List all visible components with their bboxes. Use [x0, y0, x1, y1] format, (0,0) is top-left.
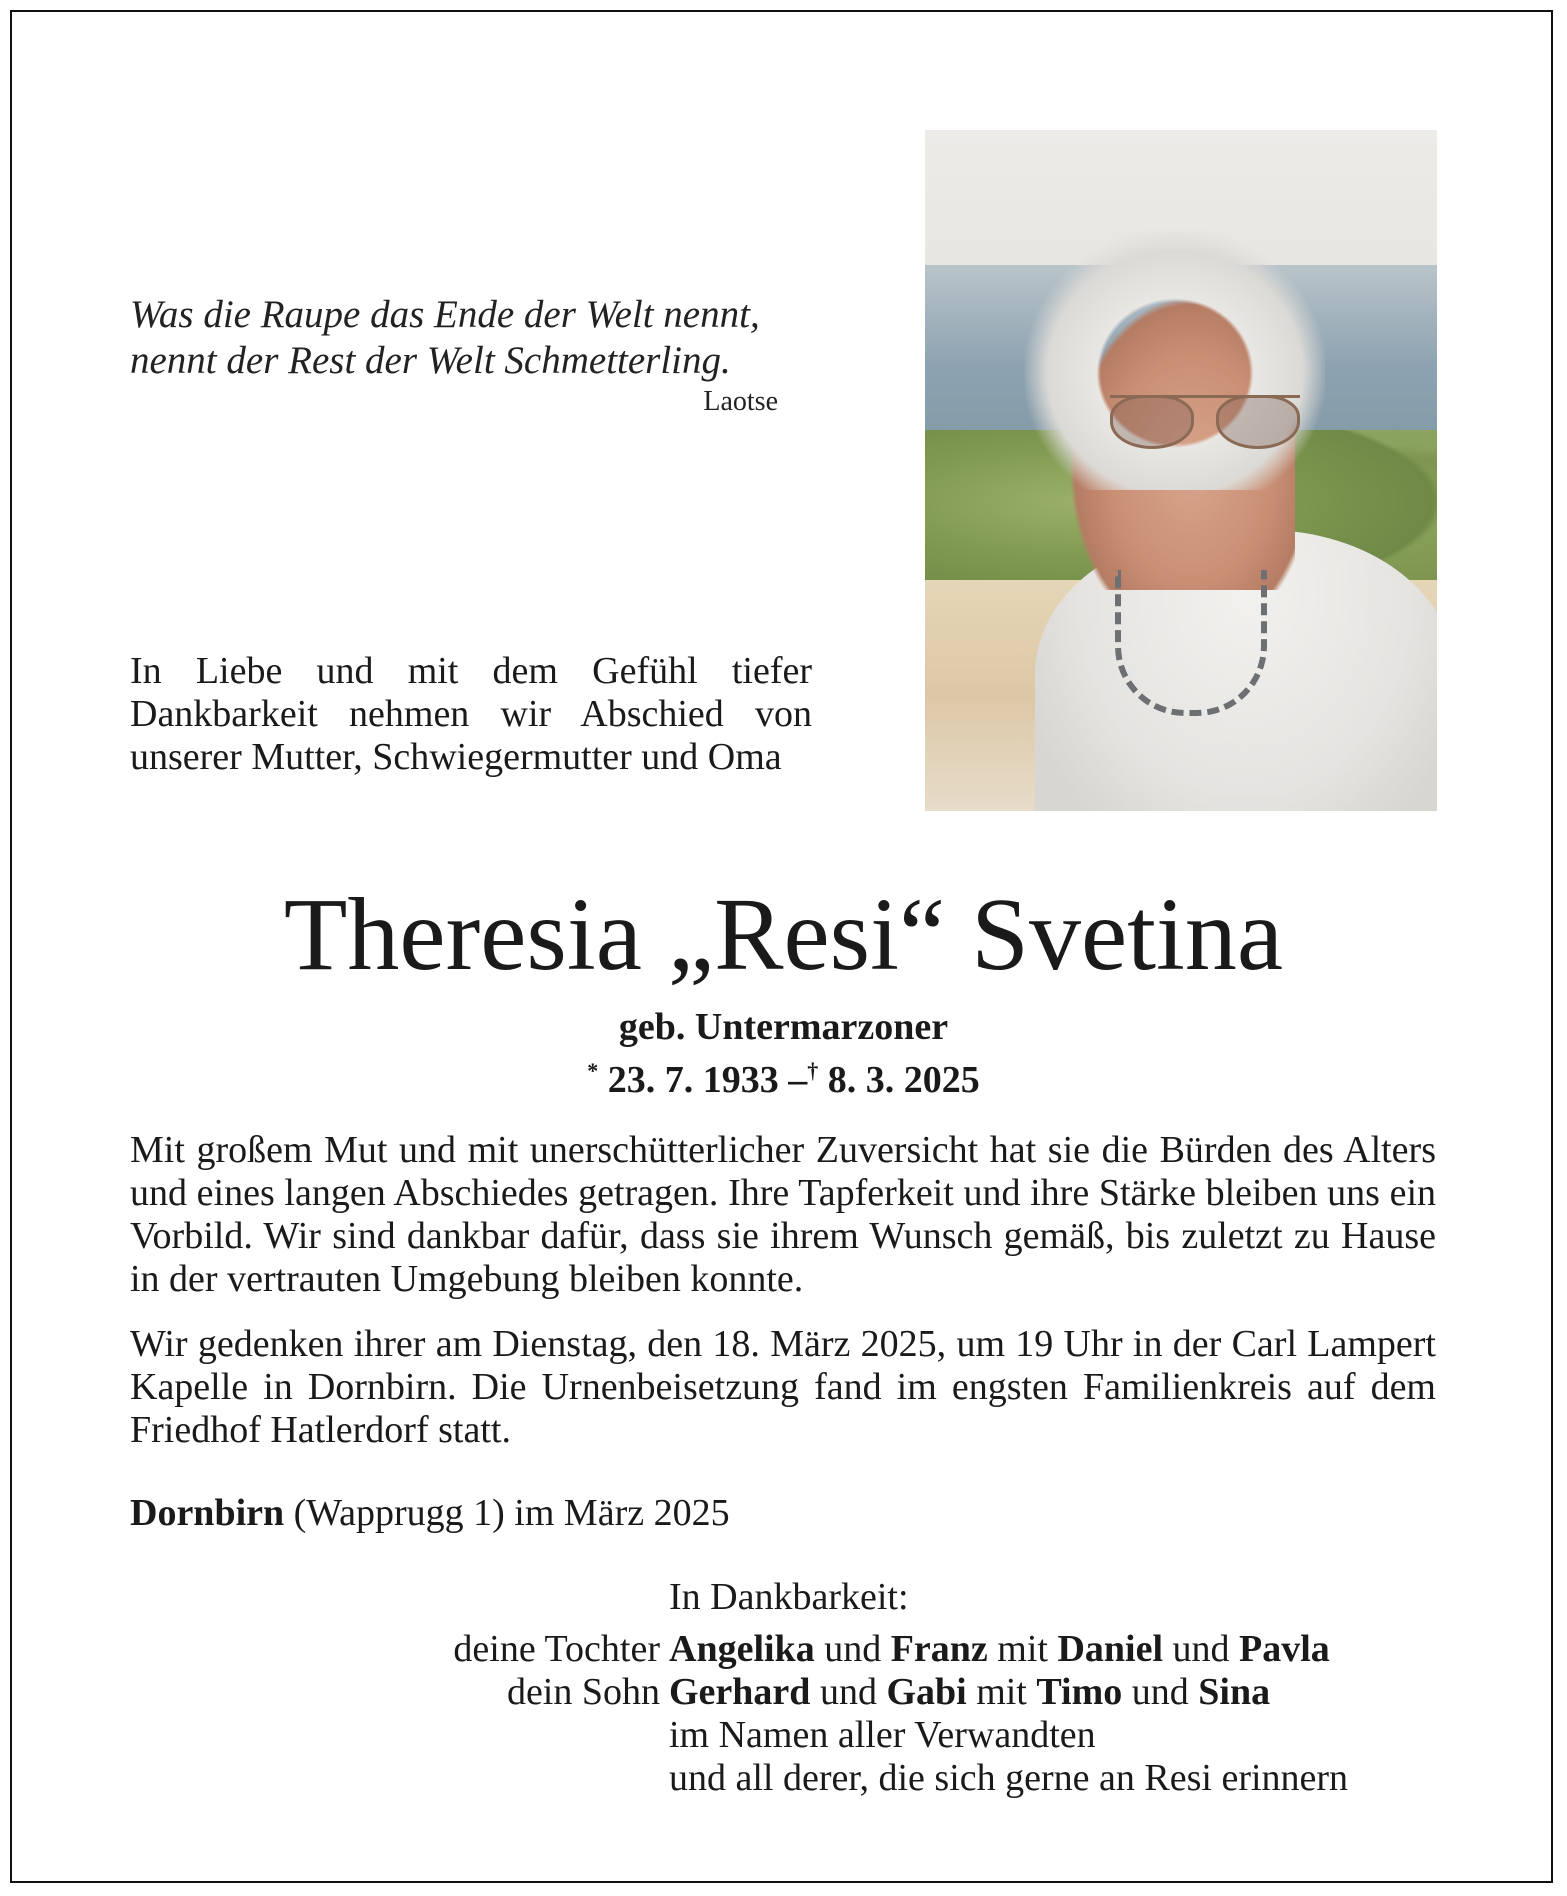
photo-glasses — [1110, 395, 1300, 448]
thanks-heading: In Dankbarkeit: — [669, 1576, 909, 1618]
place-rest: (Wapprugg 1) im März 2025 — [284, 1492, 730, 1534]
family-row-relatives — [0, 1714, 1567, 1757]
quote-author: Laotse — [703, 386, 778, 417]
connector: und — [814, 1628, 891, 1670]
intro-text: In Liebe und mit dem Gefühl tiefer Dankbarkeit nehmen wir Abschied von unserer Mutter, Schwiegermutter und Oma — [130, 650, 812, 778]
portrait-photo — [925, 130, 1437, 811]
family-signatures — [0, 1628, 1567, 1800]
quote-line-1: Was die Raupe das Ende der Welt nennt, — [130, 293, 760, 336]
connector: mit — [987, 1628, 1058, 1670]
name-timo: Timo — [1036, 1671, 1123, 1713]
name-gerhard: Gerhard — [669, 1671, 811, 1713]
life-dates — [0, 1049, 1567, 1102]
quote-line-2: nennt der Rest der Welt Schmetterling. — [130, 339, 731, 382]
place-city: Dornbirn — [130, 1492, 285, 1534]
connector: und — [1122, 1671, 1199, 1713]
body-paragraph-1: Mit großem Mut und mit unerschütterlicher Zuversicht hat sie die Bürden des Alters und eines langen Abschiedes getragen. Ihre Tapferkeit und ihre Stärke bleiben uns ein Vorbild. Wir sind dankbar dafür, dass sie ihrem Wunsch gemäß, bis zuletzt zu Hause in der vertrauten Umgebung bleiben konnte. — [130, 1129, 1436, 1300]
relation-son: dein Sohn — [506, 1671, 660, 1713]
connector: und — [1163, 1628, 1240, 1670]
deceased-name: Theresia „Resi“ Svetina — [283, 877, 1284, 992]
photo-person-hair — [1025, 230, 1325, 490]
birth-date: 23. 7. 1933 — [607, 1059, 779, 1101]
name-angelika: Angelika — [669, 1628, 815, 1670]
death-symbol: † — [807, 1058, 819, 1083]
name-franz: Franz — [890, 1628, 988, 1670]
name-daniel: Daniel — [1057, 1628, 1164, 1670]
death-date: 8. 3. 2025 — [827, 1059, 980, 1101]
photo-necklace — [1115, 570, 1267, 716]
connector: mit — [966, 1671, 1037, 1713]
family-row-daughter — [0, 1628, 1567, 1671]
family-row-remember — [0, 1757, 1567, 1800]
names-son — [669, 1671, 1270, 1714]
names-daughter — [669, 1628, 1330, 1671]
remember-line: und all derer, die sich gerne an Resi erinnern — [669, 1757, 1349, 1799]
name-gabi: Gabi — [886, 1671, 967, 1713]
family-row-son — [0, 1671, 1567, 1714]
born-name: geb. Untermarzoner — [618, 1006, 949, 1048]
relatives-line: im Namen aller Verwandten — [669, 1714, 1096, 1756]
date-separator: – — [788, 1059, 808, 1101]
birth-symbol: * — [587, 1058, 599, 1083]
body-paragraph-2: Wir gedenken ihrer am Dienstag, den 18. März 2025, um 19 Uhr in der Carl Lampert Kapelle in Dornbirn. Die Urnenbeisetzung fand im engsten Familienkreis auf dem Friedhof Hatlerdorf statt. — [130, 1323, 1436, 1451]
place-date-line — [130, 1492, 730, 1535]
name-pavla: Pavla — [1239, 1628, 1330, 1670]
name-sina: Sina — [1198, 1671, 1271, 1713]
connector: und — [810, 1671, 887, 1713]
epigraph-quote — [130, 292, 780, 384]
relation-daughter: deine Tochter — [453, 1628, 660, 1670]
